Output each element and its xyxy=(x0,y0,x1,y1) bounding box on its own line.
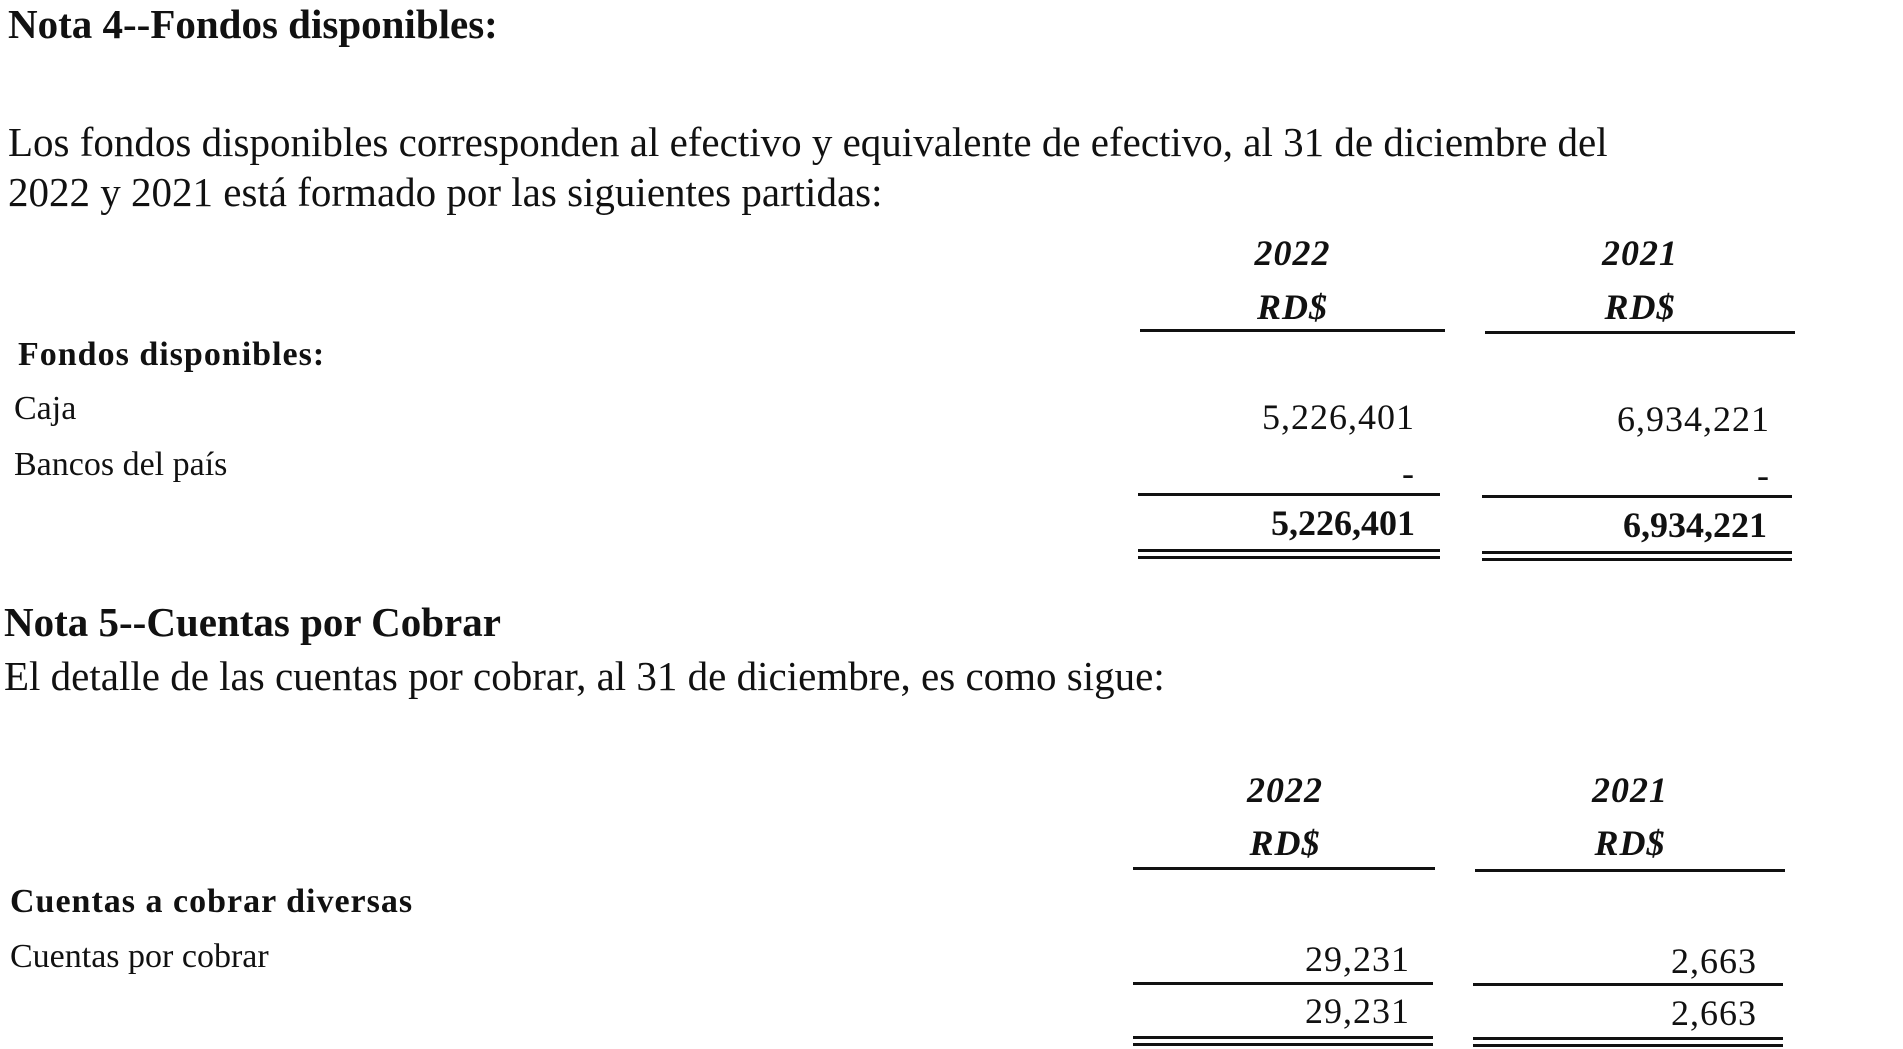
nota5-subtotal-rule-2021 xyxy=(1473,983,1783,986)
nota4-col-2022-year: 2022 xyxy=(1254,233,1331,273)
nota4-total-2021: 6,934,221 xyxy=(1623,505,1767,545)
nota4-col-2021-currency: RD$ xyxy=(1604,287,1676,327)
nota4-total-double-rule-2021 xyxy=(1482,551,1792,561)
nota5-total-double-rule-2022 xyxy=(1133,1036,1433,1046)
nota4-row-bancos-label: Bancos del país xyxy=(14,446,228,483)
nota5-header-rule-2021 xyxy=(1475,869,1785,872)
nota4-subtotal-rule-2022 xyxy=(1138,493,1440,496)
nota4-intro-line2: 2022 y 2021 está formado por las siguientes partidas: xyxy=(8,169,883,215)
nota4-row-caja-2021: 6,934,221 xyxy=(1617,399,1770,439)
nota5-total-2021: 2,663 xyxy=(1671,993,1757,1033)
nota5-total-double-rule-2021 xyxy=(1473,1037,1783,1047)
nota5-total-2022: 29,231 xyxy=(1305,991,1410,1031)
nota5-row-cuentas-label: Cuentas por cobrar xyxy=(10,938,269,975)
nota4-section-label: Fondos disponibles: xyxy=(18,336,326,373)
nota4-col-2022-currency: RD$ xyxy=(1256,287,1328,327)
nota4-subtotal-rule-2021 xyxy=(1482,495,1792,498)
nota4-row-bancos-2021: - xyxy=(1757,455,1770,495)
nota5-section-label: Cuentas a cobrar diversas xyxy=(10,883,414,920)
nota4-header-rule-2022 xyxy=(1140,329,1445,332)
nota5-row-cuentas-2022: 29,231 xyxy=(1305,939,1410,979)
nota4-total-2022: 5,226,401 xyxy=(1271,503,1415,543)
nota5-row-cuentas-2021: 2,663 xyxy=(1671,941,1757,981)
nota5-title: Nota 5--Cuentas por Cobrar xyxy=(4,599,501,645)
nota5-subtotal-rule-2022 xyxy=(1133,982,1433,985)
nota4-row-bancos-2022: - xyxy=(1402,453,1415,493)
nota4-total-double-rule-2022 xyxy=(1138,549,1440,559)
nota4-col-2021-year: 2021 xyxy=(1602,233,1678,273)
nota4-row-caja-2022: 5,226,401 xyxy=(1262,397,1415,437)
nota5-col-2021-currency: RD$ xyxy=(1594,823,1666,863)
nota5-col-2022-currency: RD$ xyxy=(1249,823,1321,863)
nota5-header-rule-2022 xyxy=(1133,867,1435,870)
nota4-intro-line1: Los fondos disponibles corresponden al efectivo y equivalente de efectivo, al 31 de diciembre del xyxy=(8,119,1608,165)
nota5-col-2022-year: 2022 xyxy=(1247,770,1323,810)
nota4-row-caja-label: Caja xyxy=(14,390,77,427)
nota5-col-2021-year: 2021 xyxy=(1592,770,1668,810)
nota5-intro: El detalle de las cuentas por cobrar, al 31 de diciembre, es como sigue: xyxy=(4,653,1165,699)
nota4-header-rule-2021 xyxy=(1485,331,1795,334)
nota4-title: Nota 4--Fondos disponibles: xyxy=(8,1,498,47)
